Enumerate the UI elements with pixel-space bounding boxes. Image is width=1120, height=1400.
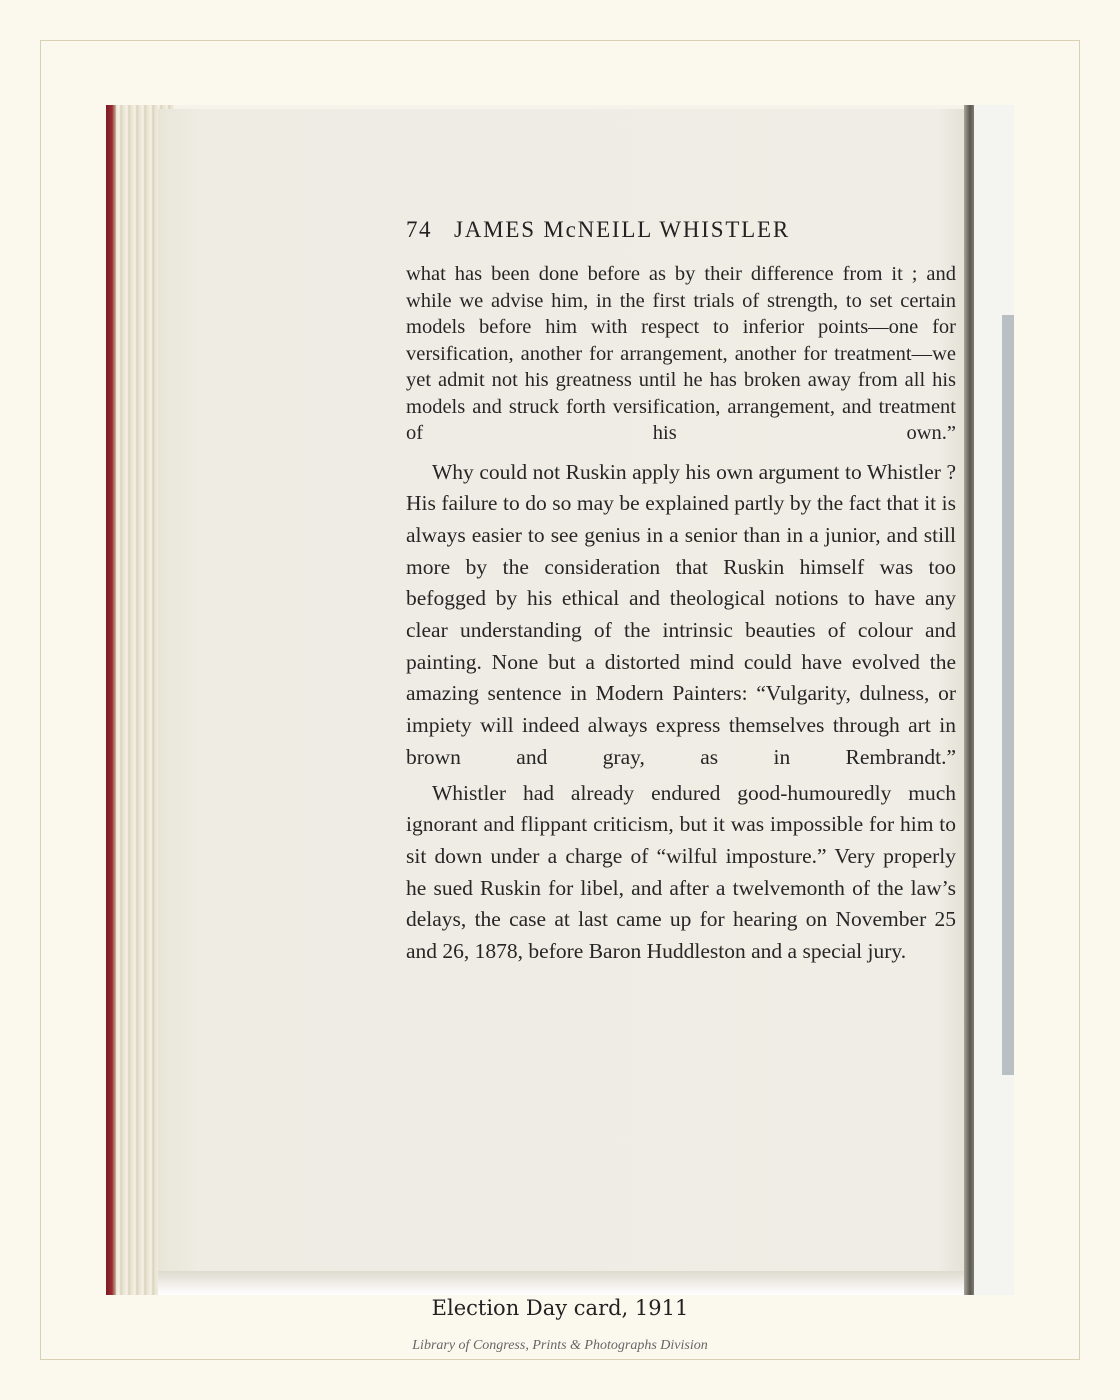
book-photograph: [106, 105, 1014, 1295]
page-bottom-edge: [158, 1271, 970, 1295]
book-gutter: [964, 105, 974, 1295]
page-number: 74: [406, 217, 432, 242]
book-page: [158, 109, 970, 1277]
page-header: [406, 217, 890, 243]
book-cover-edge: [106, 105, 116, 1295]
caption-credit: Library of Congress, Prints & Photographs Division: [412, 1338, 708, 1353]
running-head: JAMES McNEILL WHISTLER: [454, 217, 791, 242]
paragraph-3: Whistler had already endured good-humouredly much ignorant and flippant criticism, but it was impossible for him to sit down under a charge of “wilful imposture.” Very properly he sued Ruskin for libel, and after a twelvemonth of the law’s delays, the case at last came up for hearing on November 25 and 26, 1878, before Baron Huddleston and a special jury.: [406, 780, 956, 964]
paragraph-1: what has been done before as by their difference from it ; and while we advise him, in the first trials of strength, to set certain models before him with respect to inferior points—one for versification, another for arrangement, another for treatment—we yet admit not his greatness until he has broken away from all his models and struck forth versification, arrangement, and treatment of his own.”: [406, 263, 956, 444]
body-text: [406, 261, 956, 968]
paragraph-2: Why could not Ruskin apply his own argument to Whistler ? His failure to do so may be explained partly by the fact that it is always easier to see genius in a senior than in a junior, and still more by the consideration that Ruskin himself was too befogged by his ethical and theological notions to have any clear understanding of the intrinsic beauties of colour and painting. None but a distorted mind could have evolved the amazing sentence in Modern Painters: “Vulgarity, dulness, or impiety will indeed always express themselves through art in brown and gray, as in Rembrandt.”: [406, 459, 956, 769]
facing-page-plate: [1002, 315, 1014, 1075]
caption-title: Election Day card, 1911: [431, 1296, 689, 1320]
